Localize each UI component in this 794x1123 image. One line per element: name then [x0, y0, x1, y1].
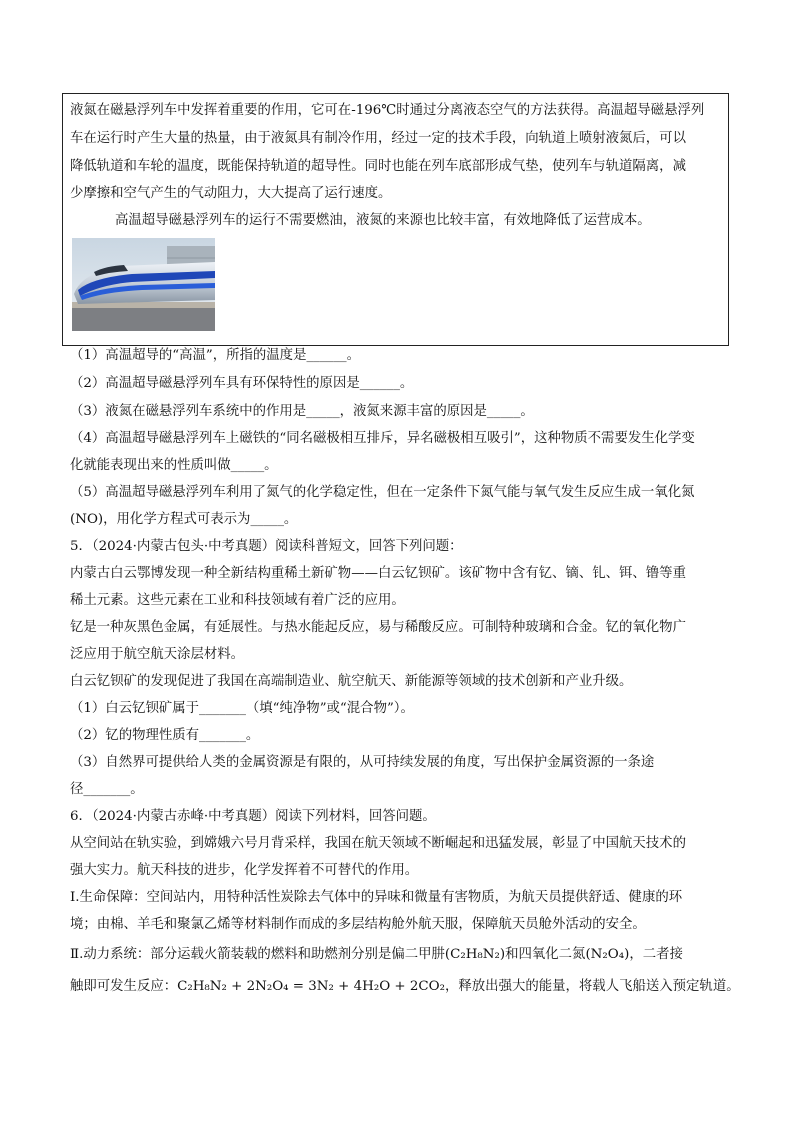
q6-passage-line-1: 从空间站在轨实验，到嫦娥六号月背采样，我国在航天领域不断崛起和迅猛发展，彰显了中国航天技术的 — [70, 836, 686, 851]
q5-passage-line-4: 泛应用于航空航天涂层材料。 — [70, 647, 245, 662]
q6-passage-line-2: 强大实力。航天科技的进步，化学发挥着不可替代的作用。 — [70, 863, 419, 878]
passage-line-1: 液氮在磁悬浮列车中发挥着重要的作用，它可在-196℃时通过分离液态空气的方法获得。高温超导磁悬浮列 — [70, 103, 705, 118]
q4-sub-4-line-2: 化就能表现出来的性质叫做_____。 — [70, 458, 278, 473]
q6-passage-line-3: Ⅰ.生命保障：空间站内，用特种活性炭除去气体中的异味和微量有害物质，为航天员提供舒适、健康的环 — [70, 890, 683, 905]
passage-line-4: 少摩擦和空气产生的气动阻力，大大提高了运行速度。 — [70, 186, 392, 201]
q6-passage-line-5 — [70, 948, 683, 961]
q5-sub-2: （2）钇的物理性质有_______。 — [70, 728, 260, 743]
q5-passage-line-2: 稀土元素。这些元素在工业和科技领域有着广泛的应用。 — [70, 593, 405, 608]
q5-passage-line-3: 钇是一种灰黑色金属，有延展性。与热水能起反应，易与稀酸反应。可制特种玻璃和合金。钇的氧化物广 — [70, 620, 686, 635]
q4-sub-5-line-2: (NO)，用化学方程式可表示为_____。 — [70, 512, 298, 527]
q6-line5-text-a: Ⅱ.动力系统：部分运载火箭装载的燃料和助燃剂分别是偏二甲肼 — [70, 947, 445, 962]
question-5-heading: 5．（2024·内蒙古包头·中考真题）阅读科普短文，回答下列问题： — [70, 539, 463, 554]
n2o4-formula: (N₂O₄) — [585, 947, 630, 962]
q5-sub-3-line-1: （3）自然界可提供给人类的金属资源是有限的，从可持续发展的角度，写出保护金属资源的一条途 — [70, 755, 655, 770]
udmh-formula: (C₂H₈N₂) — [444, 947, 506, 962]
q5-sub-3-line-2: 径_______。 — [70, 782, 144, 797]
q5-passage-line-1: 内蒙古白云鄂博发现一种全新结构重稀土新矿物——白云钇钡矿。该矿物中含有钇、镝、钆、铒、镥等重 — [70, 566, 686, 581]
passage-line-3: 降低轨道和车轮的温度，既能保持轨道的超导性。同时也能在列车底部形成气垫，使列车与轨道隔离，减 — [70, 159, 686, 174]
q6-passage-line-6 — [70, 980, 740, 993]
q6-line5-text-b: 和四氧化二氮 — [505, 947, 586, 962]
q4-sub-3: （3）液氮在磁悬浮列车系统中的作用是_____，液氮来源丰富的原因是_____。 — [70, 404, 534, 419]
maglev-train-photo — [72, 238, 215, 331]
q4-sub-4-line-1: （4）高温超导磁悬浮列车上磁铁的“同名磁极相互排斥，异名磁极相互吸引”，这种物质不需要发生化学变 — [70, 431, 695, 446]
q6-line6-text-e: ，释放出强大的能量，将载人飞船送入预定轨道。 — [445, 979, 740, 994]
q5-sub-1: （1）白云钇钡矿属于_______（填“纯净物”或“混合物”）。 — [70, 701, 414, 716]
reaction-equation: C₂H₈N₂ + 2N₂O₄ = 3N₂ + 4H₂O + 2CO₂ — [177, 979, 446, 994]
q6-line5-text-c: ，二者接 — [629, 947, 683, 962]
q4-sub-2: （2）高温超导磁悬浮列车具有环保特性的原因是______。 — [70, 376, 414, 391]
q6-passage-line-4: 境；由棉、羊毛和聚氯乙烯等材料制作而成的多层结构舱外航天服，保障航天员舱外活动的安全。 — [70, 917, 646, 932]
q4-sub-5-line-1: （5）高温超导磁悬浮列车利用了氮气的化学稳定性，但在一定条件下氮气能与氧气发生反应生成一氧化氮 — [70, 485, 695, 500]
q5-passage-line-5: 白云钇钡矿的发现促进了我国在高端制造业、航空航天、新能源等领域的技术创新和产业升级。 — [70, 674, 633, 689]
passage-line-2: 车在运行时产生大量的热量，由于液氮具有制冷作用，经过一定的技术手段，向轨道上喷射液氮后，可以 — [70, 131, 686, 146]
passage-line-5: 高温超导磁悬浮列车的运行不需要燃油，液氮的来源也比较丰富，有效地降低了运营成本。 — [115, 213, 651, 228]
q4-sub-1: （1）高温超导的“高温”，所指的温度是______。 — [70, 348, 361, 363]
q6-line6-text-d: 触即可发生反应： — [70, 979, 178, 994]
question-6-heading: 6．（2024·内蒙古赤峰·中考真题）阅读下列材料，回答问题。 — [70, 809, 436, 824]
